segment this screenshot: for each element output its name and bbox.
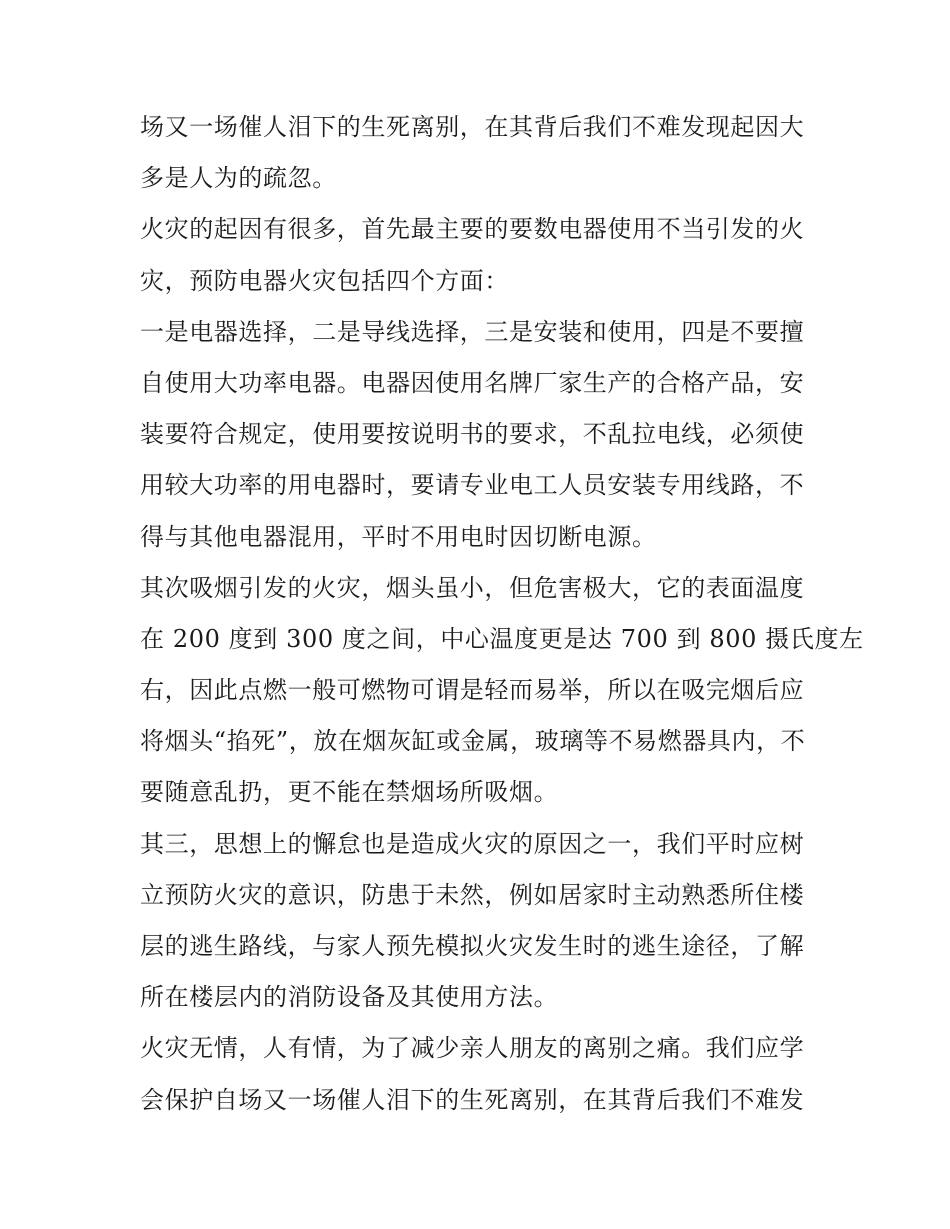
text-line: 场又一场催人泪下的生死离别，在其背后我们不难发现起因大 xyxy=(140,113,805,141)
text-line: 得与其他电器混用，平时不用电时因切断电源。 xyxy=(140,522,657,551)
text-line: 其次吸烟引发的火灾，烟头虽小，但危害极大，它的表面温度 xyxy=(140,573,805,602)
text-line: 用较大功率的用电器时，要请专业电工人员安装专用线路，不 xyxy=(140,471,805,500)
text-line: 灾，预防电器火灾包括四个方面： xyxy=(140,266,509,295)
text-line: 一是电器选择，二是导线选择，三是安装和使用，四是不要擅 xyxy=(140,317,805,346)
text-line: 火灾无情，人有情，为了减少亲人朋友的离别之痛。我们应学 xyxy=(140,1034,805,1063)
text-line: 所在楼层内的消防设备及其使用方法。 xyxy=(140,983,559,1012)
document-body xyxy=(140,102,864,1126)
text-line: 会保护自场又一场催人泪下的生死离别，在其背后我们不难发 xyxy=(140,1085,805,1114)
text-line: 火灾的起因有很多，首先最主要的要数电器使用不当引发的火 xyxy=(140,215,805,244)
text-line: 将烟头“掐死”，放在烟灰缸或金属，玻璃等不易燃器具内，不 xyxy=(140,727,806,756)
text-line: 其三，思想上的懈怠也是造成火灾的原因之一，我们平时应树 xyxy=(140,829,805,858)
text-line: 立预防火灾的意识，防患于未然，例如居家时主动熟悉所住楼 xyxy=(140,880,805,909)
text-line: 在 200 度到 300 度之间，中心温度更是达 700 到 800 摄氏度左 xyxy=(140,624,864,653)
text-line: 要随意乱扔，更不能在禁烟场所吸烟。 xyxy=(140,778,559,807)
text-line: 层的逃生路线，与家人预先模拟火灾发生时的逃生途径，了解 xyxy=(140,932,805,960)
text-line: 多是人为的疏忽。 xyxy=(140,164,337,193)
text-line: 自使用大功率电器。电器因使用名牌厂家生产的合格产品，安 xyxy=(140,368,805,397)
text-line: 右，因此点燃一般可燃物可谓是轻而易举，所以在吸完烟后应 xyxy=(140,676,805,705)
text-line: 装要符合规定，使用要按说明书的要求，不乱拉电线，必须使 xyxy=(140,420,805,449)
